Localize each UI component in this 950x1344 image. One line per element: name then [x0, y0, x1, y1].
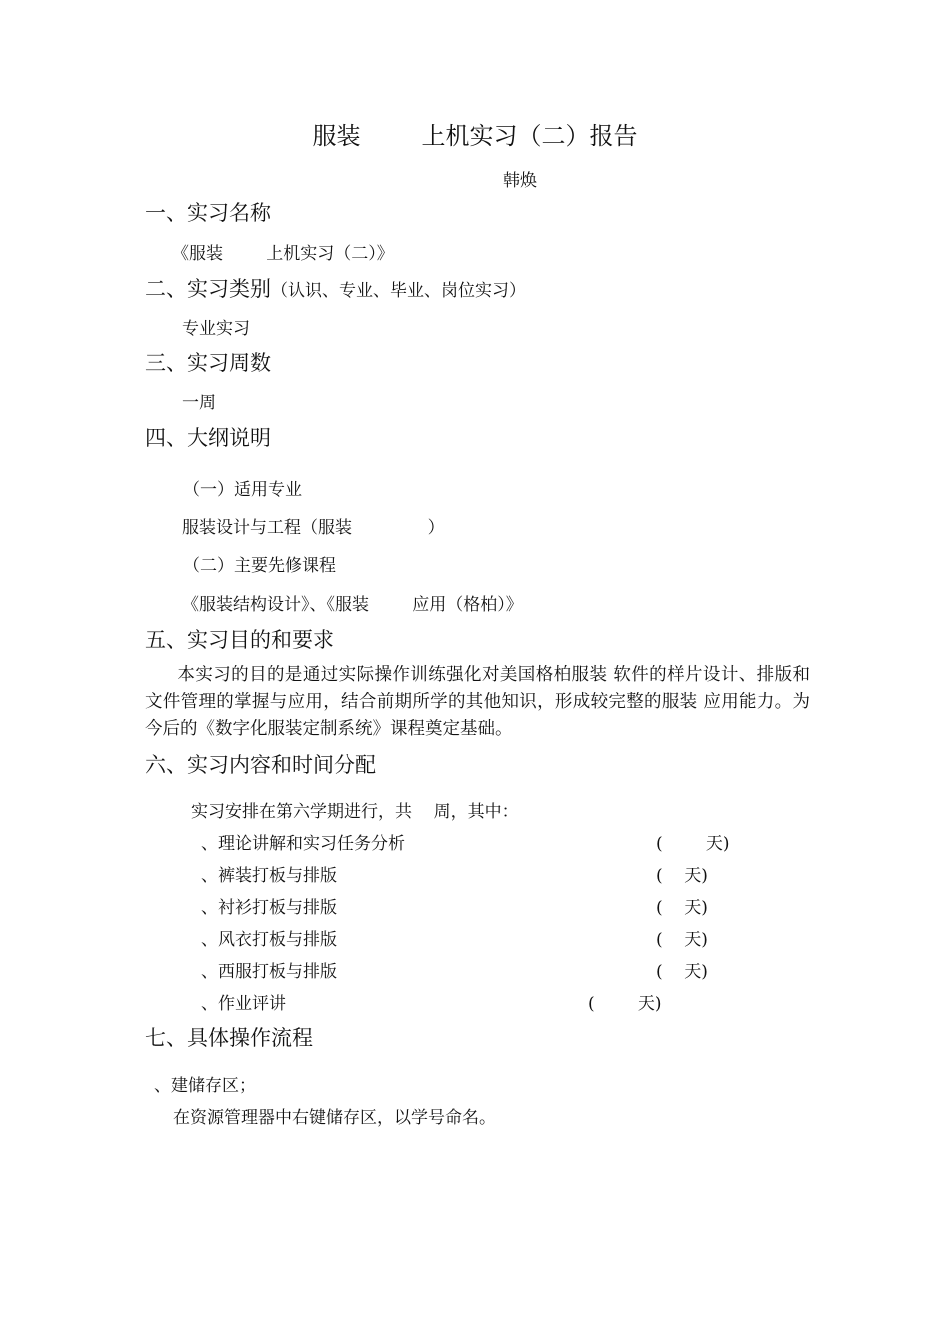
- section-6-intro: 实习安排在第六学期进行，共 周，其中：: [191, 802, 519, 822]
- schedule-item-label: 、理论讲解和实习任务分析: [201, 834, 405, 854]
- section-2-title: 二、实习类别: [145, 277, 271, 301]
- schedule-item-days: ( 天): [656, 866, 708, 886]
- schedule-item-days: ( 天): [656, 898, 708, 918]
- section-4-heading: 四、大纲说明: [145, 426, 271, 450]
- section-4-sub1-content: 服装设计与工程（服装 ）: [182, 518, 445, 538]
- section-7-step1-content: 在资源管理器中右键储存区，以学号命名。: [173, 1108, 496, 1128]
- section-3-content: 一周: [182, 393, 216, 413]
- schedule-item-label: 、作业评讲: [201, 994, 286, 1014]
- document-title: 服装 上机实习（二）报告: [312, 122, 638, 150]
- section-1-heading: 一、实习名称: [145, 201, 271, 225]
- author-name: 韩焕: [503, 171, 537, 191]
- schedule-item-label: 、风衣打板与排版: [201, 930, 337, 950]
- schedule-item-days: ( 天): [656, 834, 730, 854]
- section-7-heading: 七、具体操作流程: [145, 1026, 313, 1050]
- section-5-heading: 五、实习目的和要求: [145, 628, 334, 652]
- section-6-heading: 六、实习内容和时间分配: [145, 753, 376, 777]
- section-1-content: 《服装 上机实习（二）》: [172, 244, 394, 264]
- section-2-note: （认识、专业、毕业、岗位实习）: [271, 281, 526, 301]
- schedule-item-label: 、裤装打板与排版: [201, 866, 337, 886]
- schedule-item-days: ( 天): [656, 962, 708, 982]
- schedule-item-label: 、衬衫打板与排版: [201, 898, 337, 918]
- schedule-item-label: 、西服打板与排版: [201, 962, 337, 982]
- section-5-paragraph-text: 本实习的目的是通过实际操作训练强化对美国格柏服装 软件的样片设计、排版和文件管理的掌握与应用，结合前期所学的其他知识，形成较完整的服装 应用能力。为今后的《数字化服装定制系统》课程奠定基础。: [145, 665, 810, 739]
- section-2-content: 专业实习: [182, 319, 250, 339]
- section-4-sub2-content: 《服装结构设计》、《服装 应用（格柏）》: [182, 595, 523, 615]
- schedule-item-days: ( 天): [656, 930, 708, 950]
- section-5-paragraph: [145, 662, 810, 743]
- section-3-heading: 三、实习周数: [145, 351, 271, 375]
- section-4-sub2: （二）主要先修课程: [183, 556, 336, 576]
- schedule-item-days: ( 天): [588, 994, 662, 1014]
- section-7-step1: 、建储存区；: [154, 1076, 256, 1096]
- section-2-heading: [145, 273, 526, 303]
- section-4-sub1: （一）适用专业: [183, 480, 302, 500]
